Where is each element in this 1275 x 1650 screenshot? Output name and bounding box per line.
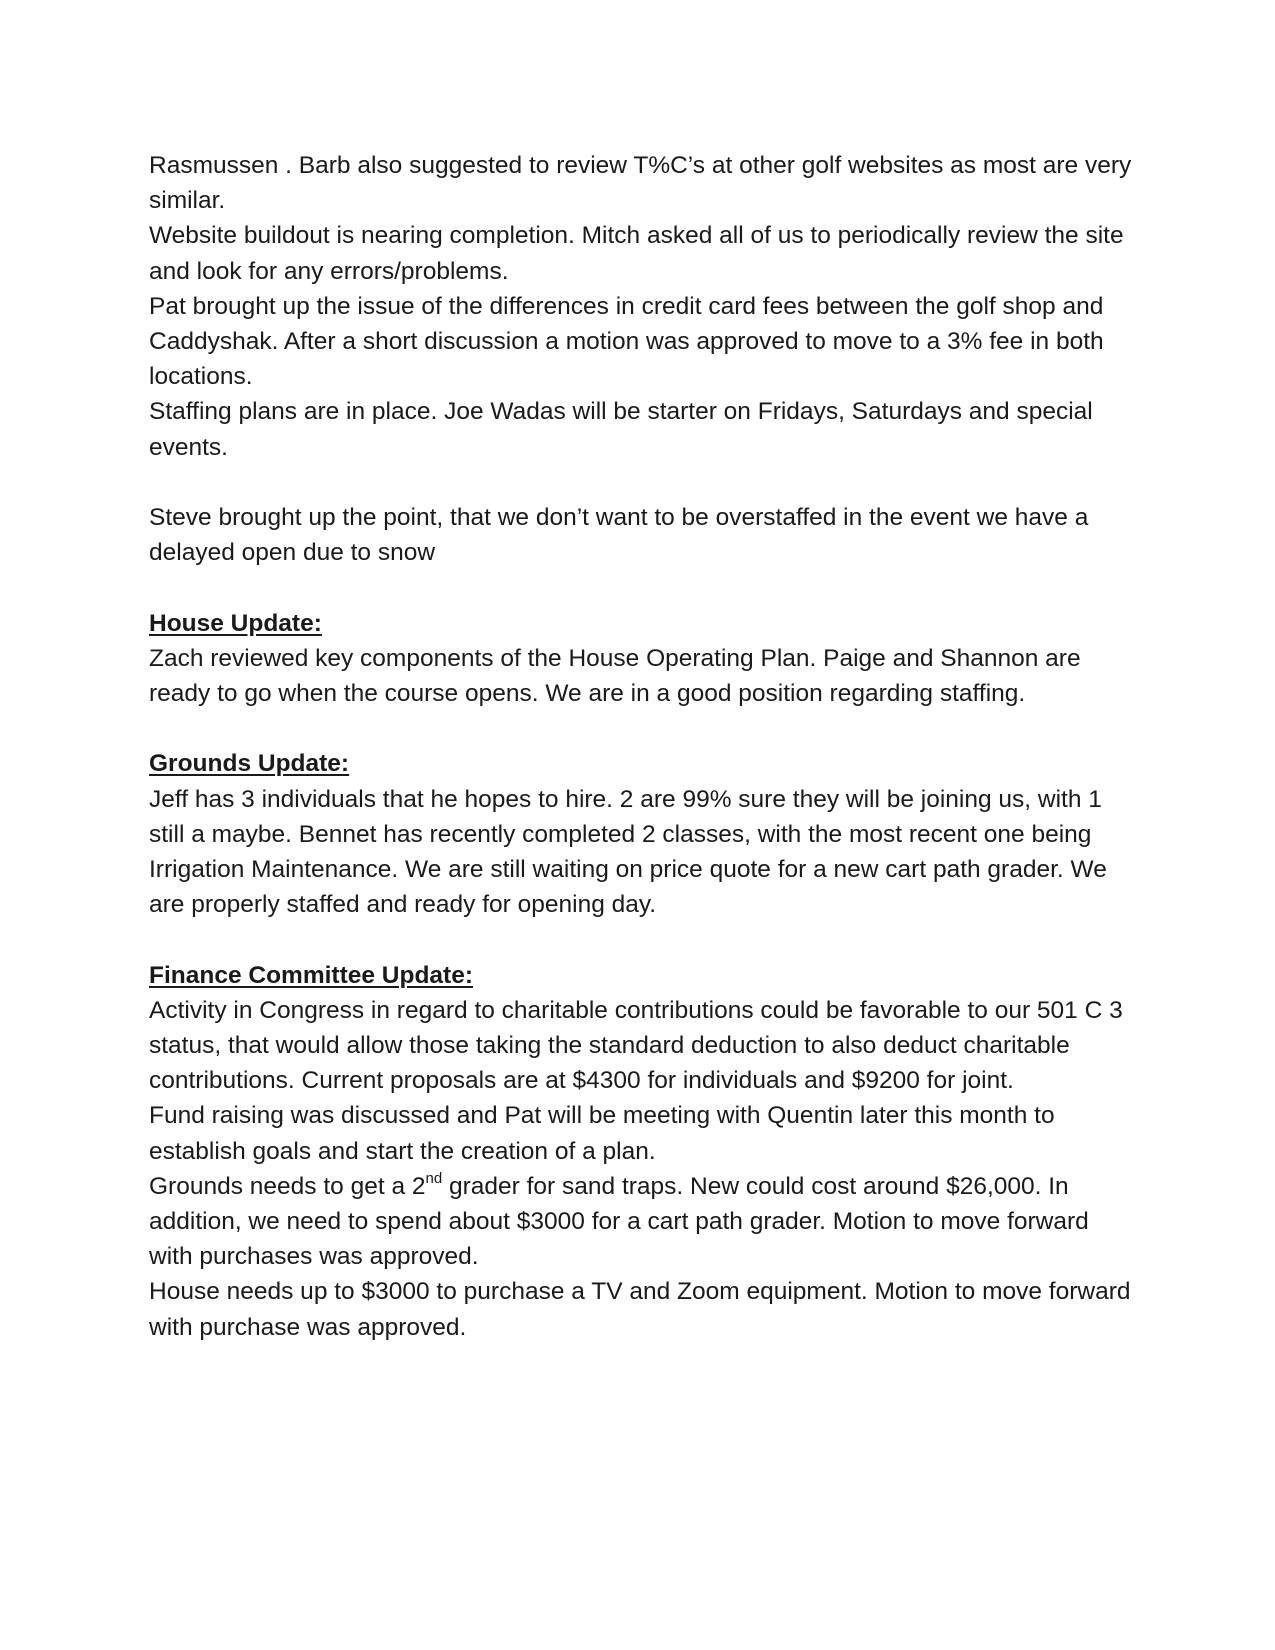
ordinal-suffix: nd: [425, 1169, 443, 1187]
paragraph-spacer: [149, 465, 1139, 500]
paragraph-spacer: [149, 570, 1139, 605]
intro-paragraph-terms: Rasmussen . Barb also suggested to review T%C’s at other golf websites as most are very similar.: [149, 152, 1132, 215]
grader-text-end: grader for sand traps. New could cost around $26,000. In addition, we need to spend about $3000 for a cart path grader. Motion to move forward with purchases was approved.: [149, 1172, 1089, 1271]
intro-paragraph-website: Website buildout is nearing completion. Mitch asked all of us to periodically review the site and look for any errors/problems.: [149, 222, 1124, 285]
finance-paragraph-congress: Activity in Congress in regard to charitable contributions could be favorable to our 501 C 3 status, that would allow those taking the standard deduction to also deduct charitable contributions. Current proposals are at $4300 for individuals and $9200 for joint.: [149, 996, 1123, 1095]
intro-paragraph-staffing: Staffing plans are in place. Joe Wadas will be starter on Fridays, Saturdays and special events.: [149, 398, 1093, 461]
intro-paragraph-credit-card-fees: Pat brought up the issue of the differences in credit card fees between the golf shop and Caddyshak. After a short discussion a motion was approved to move to a 3% fee in both locations.: [149, 292, 1104, 391]
document-body: [149, 148, 1139, 1345]
finance-paragraph-house-purchase: House needs up to $3000 to purchase a TV and Zoom equipment. Motion to move forward with purchase was approved.: [149, 1278, 1131, 1341]
house-update-paragraph: Zach reviewed key components of the House Operating Plan. Paige and Shannon are ready to go when the course opens. We are in a good position regarding staffing.: [149, 644, 1081, 708]
grounds-update-paragraph: Jeff has 3 individuals that he hopes to hire. 2 are 99% sure they will be joining us, with 1 still a maybe. Bennet has recently completed 2 classes, with the most recent one being Irrigation Maintenance. We are still waiting on price quote for a new cart path grader. We are properly staffed and ready for opening day.: [149, 785, 1107, 919]
paragraph-spacer: [149, 711, 1139, 746]
intro-paragraph-overstaffing: Steve brought up the point, that we don’t want to be overstaffed in the event we have a delayed open due to snow: [149, 504, 1089, 567]
paragraph-spacer: [149, 922, 1139, 957]
finance-update-heading: Finance Committee Update:: [149, 961, 473, 989]
finance-paragraph-fundraising: Fund raising was discussed and Pat will be meeting with Quentin later this month to establish goals and start the creation of a plan.: [149, 1102, 1055, 1165]
finance-paragraph-grader: [149, 1169, 1139, 1275]
grounds-update-heading: Grounds Update:: [149, 750, 350, 778]
house-update-heading: House Update:: [149, 609, 322, 637]
grader-text-start: Grounds needs to get a 2: [149, 1172, 426, 1200]
